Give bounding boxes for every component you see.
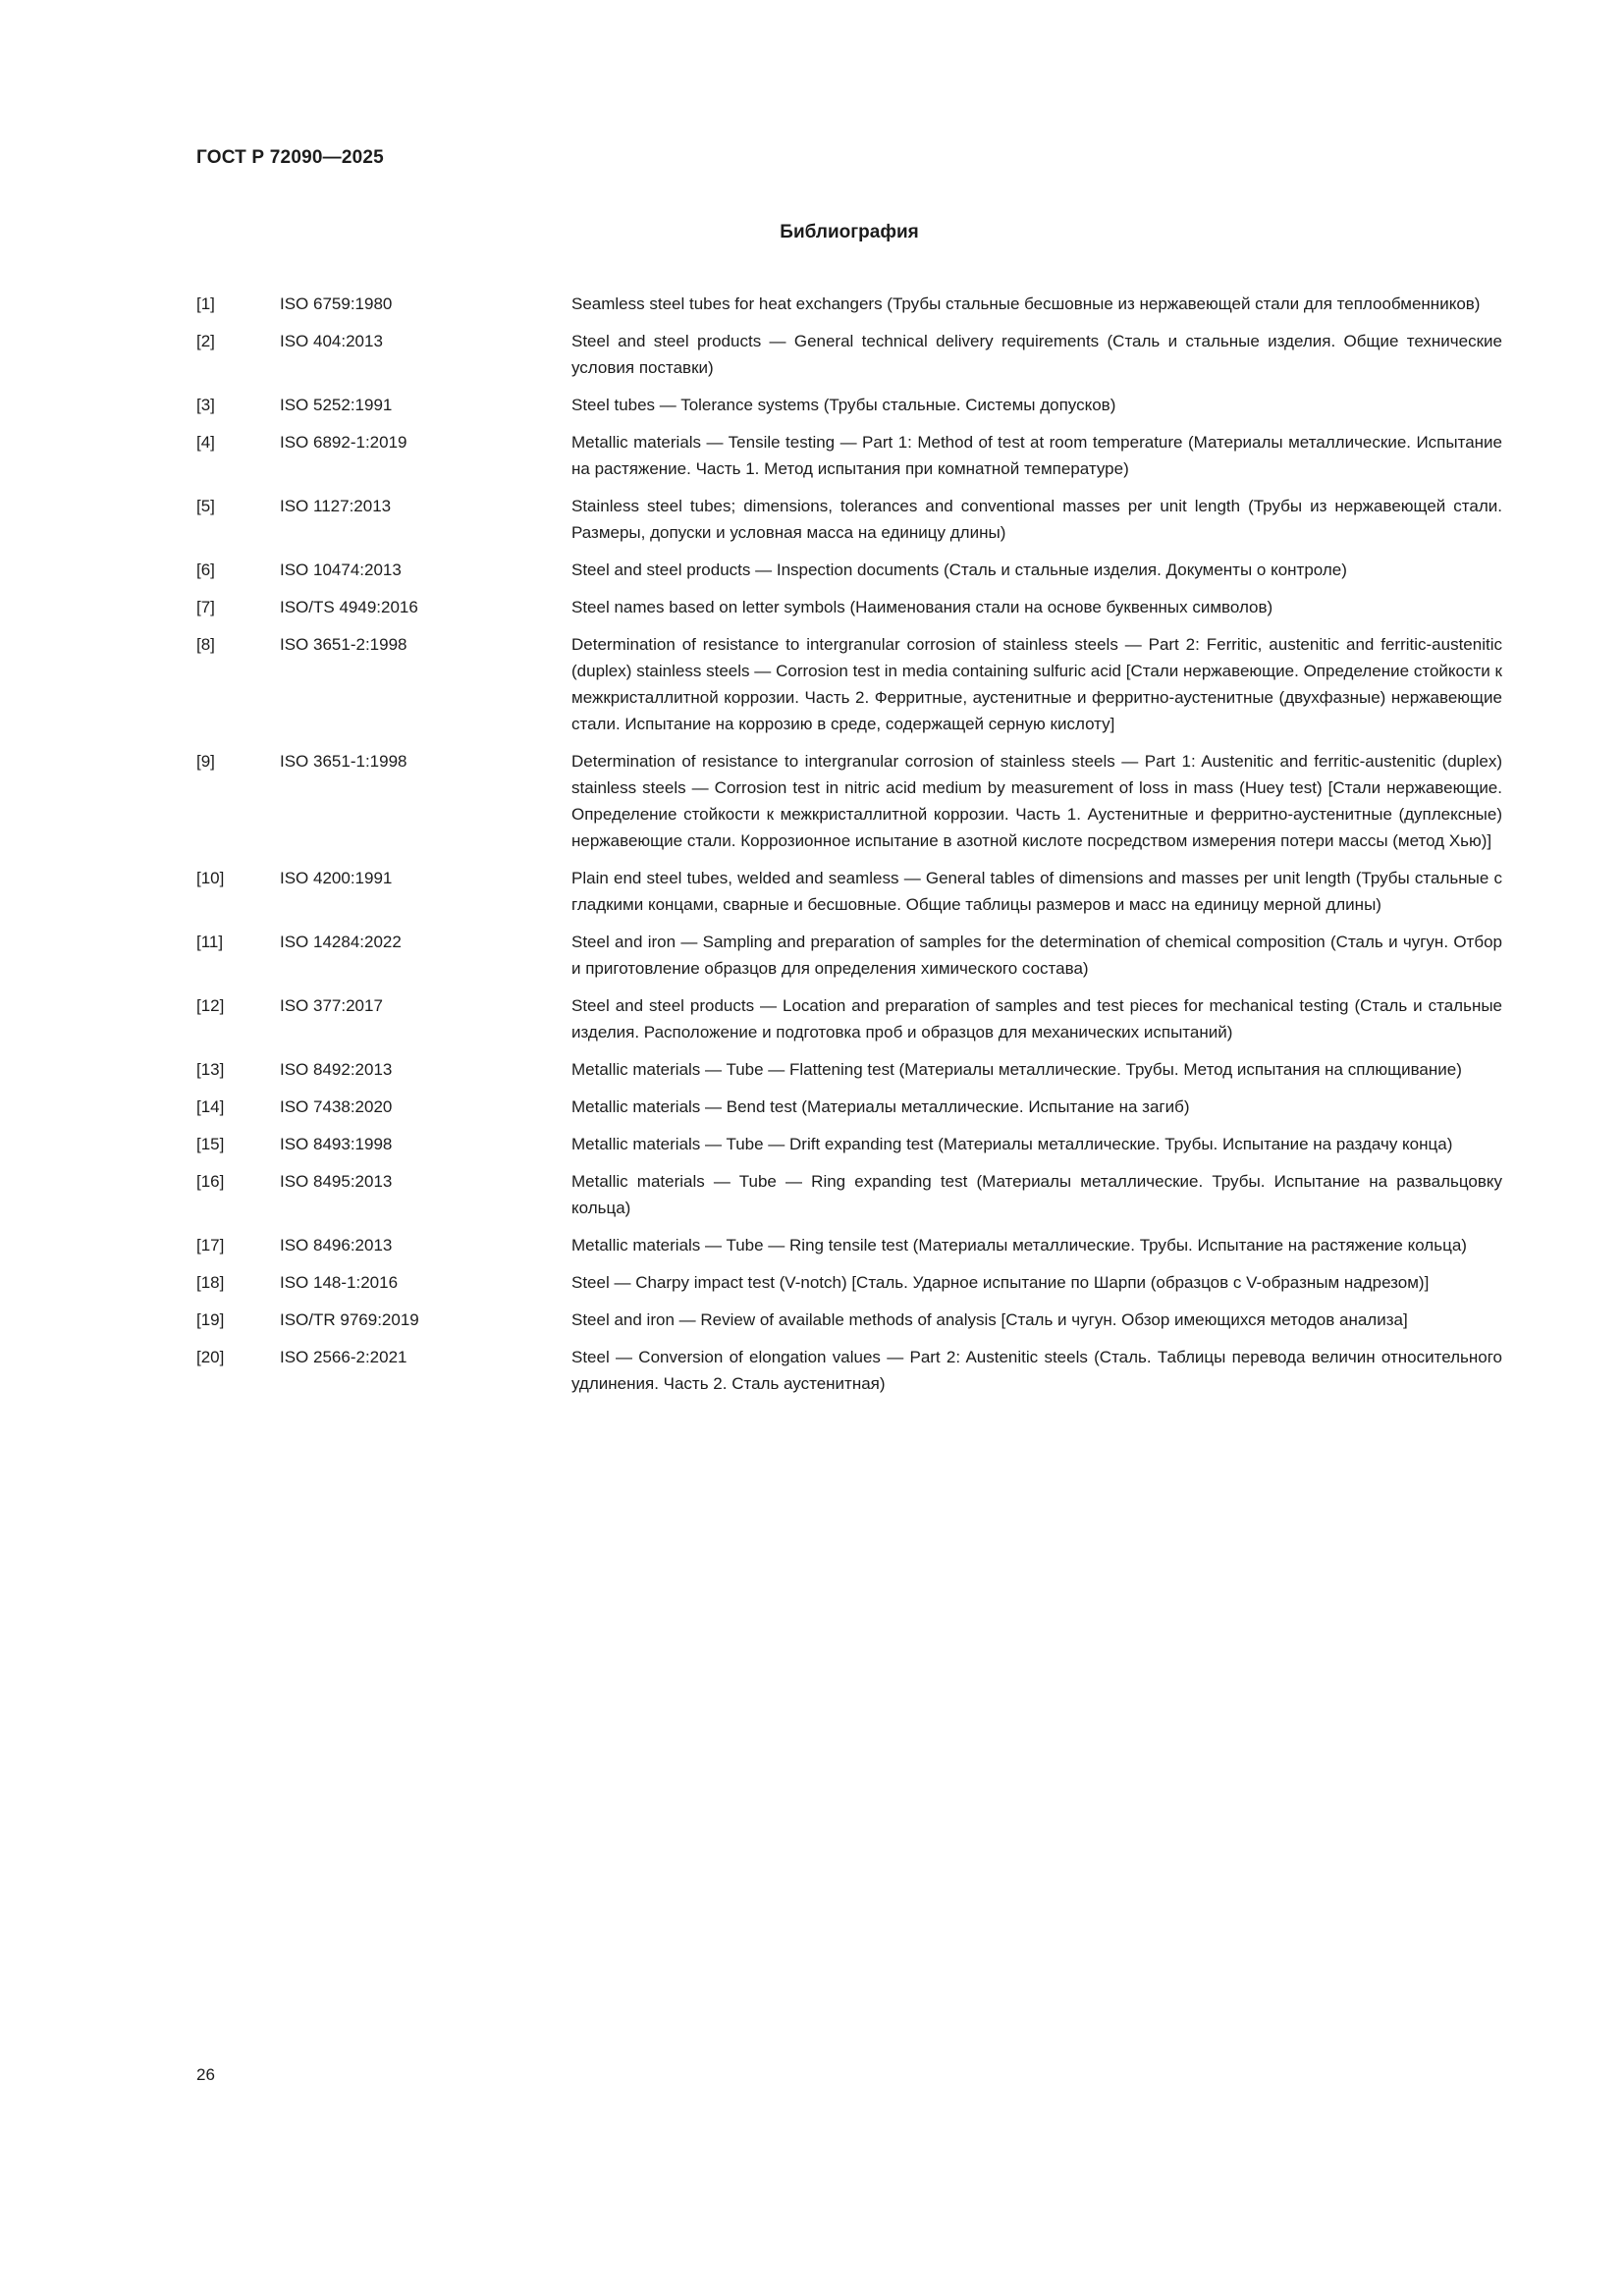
reference-list xyxy=(196,291,1502,1397)
reference-number: [12] xyxy=(196,996,225,1015)
reference-number: [17] xyxy=(196,1236,225,1255)
reference-number: [1] xyxy=(196,294,215,313)
reference-standard-code: ISO 2566-2:2021 xyxy=(280,1348,407,1366)
reference-item xyxy=(196,1056,1502,1083)
reference-standard-code: ISO/TS 4949:2016 xyxy=(280,598,418,616)
reference-description: Determination of resistance to intergranular corrosion of stainless steels — Part 1: Austenitic and ferritic-austenitic (duplex) stainless steels — Corrosion test in nitric acid medium by measurement of loss in mass (Huey test) [Стали нержавеющие. Определение стойкости к межкристаллитной коррозии. Часть 1. Аустенитные и ферритно-аустенитные (дуплексные) нержавеющие стали. Коррозионное испытание в азотной кислоте посредством измерения потери массы (метод Хью)] xyxy=(571,752,1502,850)
reference-description: Determination of resistance to intergranular corrosion of stainless steels — Part 2: Ferritic, austenitic and ferritic-austenitic (duplex) stainless steels — Corrosion test in media containing sulfuric acid [Стали нержавеющие. Определение стойкости к межкристаллитной коррозии. Часть 2. Ферритные, аустенитные и ферритно-аустенитные (двухфазные) нержавеющие стали. Испытание на коррозию в среде, содержащей серную кислоту] xyxy=(571,635,1502,733)
reference-item xyxy=(196,865,1502,918)
reference-description: Metallic materials — Tube — Ring expanding test (Материалы металлические. Трубы. Испытание на развальцовку кольца) xyxy=(571,1172,1502,1217)
reference-description: Steel names based on letter symbols (Наименования стали на основе буквенных символов) xyxy=(571,598,1273,616)
reference-standard-code: ISO 8492:2013 xyxy=(280,1060,393,1079)
reference-item xyxy=(196,1131,1502,1157)
reference-item xyxy=(196,748,1502,854)
reference-description: Steel and steel products — General technical delivery requirements (Сталь и стальные изделия. Общие технические условия поставки) xyxy=(571,332,1502,377)
reference-description: Steel and iron — Sampling and preparation of samples for the determination of chemical composition (Сталь и чугун. Отбор и приготовление образцов для определения химического состава) xyxy=(571,933,1502,978)
reference-description: Steel and steel products — Location and preparation of samples and test pieces for mechanical testing (Сталь и стальные изделия. Расположение и подготовка проб и образцов для механических испытаний) xyxy=(571,996,1502,1041)
reference-number: [3] xyxy=(196,396,215,414)
reference-number: [18] xyxy=(196,1273,225,1292)
reference-number: [8] xyxy=(196,635,215,654)
reference-item xyxy=(196,429,1502,482)
reference-description: Metallic materials — Tube — Flattening test (Материалы металлические. Трубы. Метод испытания на сплющивание) xyxy=(571,1060,1462,1079)
reference-number: [15] xyxy=(196,1135,225,1153)
reference-standard-code: ISO 4200:1991 xyxy=(280,869,393,887)
reference-standard-code: ISO 6759:1980 xyxy=(280,294,393,313)
reference-description: Steel — Conversion of elongation values — Part 2: Austenitic steels (Сталь. Таблицы перевода величин относительного удлинения. Часть 2. Сталь аустенитная) xyxy=(571,1348,1502,1393)
reference-standard-code: ISO 14284:2022 xyxy=(280,933,402,951)
reference-item xyxy=(196,1344,1502,1397)
reference-standard-code: ISO 377:2017 xyxy=(280,996,383,1015)
reference-item xyxy=(196,1232,1502,1258)
reference-description: Steel tubes — Tolerance systems (Трубы стальные. Системы допусков) xyxy=(571,396,1116,414)
reference-standard-code: ISO 5252:1991 xyxy=(280,396,393,414)
reference-item xyxy=(196,493,1502,546)
reference-description: Stainless steel tubes; dimensions, tolerances and conventional masses per unit length (Трубы из нержавеющей стали. Размеры, допуски и условная масса на единицу длины) xyxy=(571,497,1502,542)
reference-description: Steel and steel products — Inspection documents (Сталь и стальные изделия. Документы о контроле) xyxy=(571,561,1347,579)
reference-standard-code: ISO 148-1:2016 xyxy=(280,1273,399,1292)
reference-item xyxy=(196,392,1502,418)
reference-standard-code: ISO 3651-2:1998 xyxy=(280,635,407,654)
reference-number: [11] xyxy=(196,933,224,951)
reference-standard-code: ISO 7438:2020 xyxy=(280,1097,393,1116)
page-title: Библиография xyxy=(780,222,919,242)
reference-item xyxy=(196,291,1502,317)
reference-item xyxy=(196,929,1502,982)
reference-item xyxy=(196,1269,1502,1296)
reference-number: [5] xyxy=(196,497,215,515)
reference-number: [2] xyxy=(196,332,215,350)
reference-standard-code: ISO 3651-1:1998 xyxy=(280,752,407,771)
reference-number: [7] xyxy=(196,598,215,616)
reference-standard-code: ISO 8496:2013 xyxy=(280,1236,393,1255)
reference-item xyxy=(196,992,1502,1045)
reference-number: [20] xyxy=(196,1348,225,1366)
reference-item xyxy=(196,631,1502,737)
reference-number: [6] xyxy=(196,561,215,579)
reference-description: Steel — Charpy impact test (V-notch) [Сталь. Ударное испытание по Шарпи (образцов с V-образным надрезом)] xyxy=(571,1273,1430,1292)
reference-number: [16] xyxy=(196,1172,225,1191)
reference-item xyxy=(196,557,1502,583)
reference-description: Steel and iron — Review of available methods of analysis [Сталь и чугун. Обзор имеющихся методов анализа] xyxy=(571,1310,1408,1329)
reference-number: [10] xyxy=(196,869,225,887)
reference-description: Seamless steel tubes for heat exchangers (Трубы стальные бесшовные из нержавеющей стали для теплообменников) xyxy=(571,294,1481,313)
reference-description: Metallic materials — Tensile testing — Part 1: Method of test at room temperature (Материалы металлические. Испытание на растяжение. Часть 1. Метод испытания при комнатной температуре) xyxy=(571,433,1502,478)
reference-description: Metallic materials — Tube — Drift expanding test (Материалы металлические. Трубы. Испытание на раздачу конца) xyxy=(571,1135,1453,1153)
reference-standard-code: ISO 8493:1998 xyxy=(280,1135,393,1153)
reference-item xyxy=(196,1094,1502,1120)
page-number: 26 xyxy=(196,2065,215,2084)
reference-number: [19] xyxy=(196,1310,225,1329)
reference-number: [13] xyxy=(196,1060,225,1079)
reference-item xyxy=(196,1307,1502,1333)
reference-standard-code: ISO 1127:2013 xyxy=(280,497,392,515)
reference-item xyxy=(196,594,1502,620)
reference-item xyxy=(196,328,1502,381)
reference-item xyxy=(196,1168,1502,1221)
reference-standard-code: ISO 8495:2013 xyxy=(280,1172,393,1191)
reference-description: Plain end steel tubes, welded and seamless — General tables of dimensions and masses per unit length (Трубы стальные с гладкими концами, сварные и бесшовные. Общие таблицы размеров и масс на единицу мерной длины) xyxy=(571,869,1502,914)
reference-number: [9] xyxy=(196,752,215,771)
reference-number: [4] xyxy=(196,433,215,452)
reference-description: Metallic materials — Bend test (Материалы металлические. Испытание на загиб) xyxy=(571,1097,1190,1116)
reference-standard-code: ISO 404:2013 xyxy=(280,332,383,350)
reference-standard-code: ISO 10474:2013 xyxy=(280,561,402,579)
reference-standard-code: ISO/TR 9769:2019 xyxy=(280,1310,419,1329)
reference-number: [14] xyxy=(196,1097,225,1116)
reference-standard-code: ISO 6892-1:2019 xyxy=(280,433,407,452)
reference-description: Metallic materials — Tube — Ring tensile test (Материалы металлические. Трубы. Испытание на растяжение кольца) xyxy=(571,1236,1467,1255)
document-code-header: ГОСТ Р 72090—2025 xyxy=(196,147,384,168)
